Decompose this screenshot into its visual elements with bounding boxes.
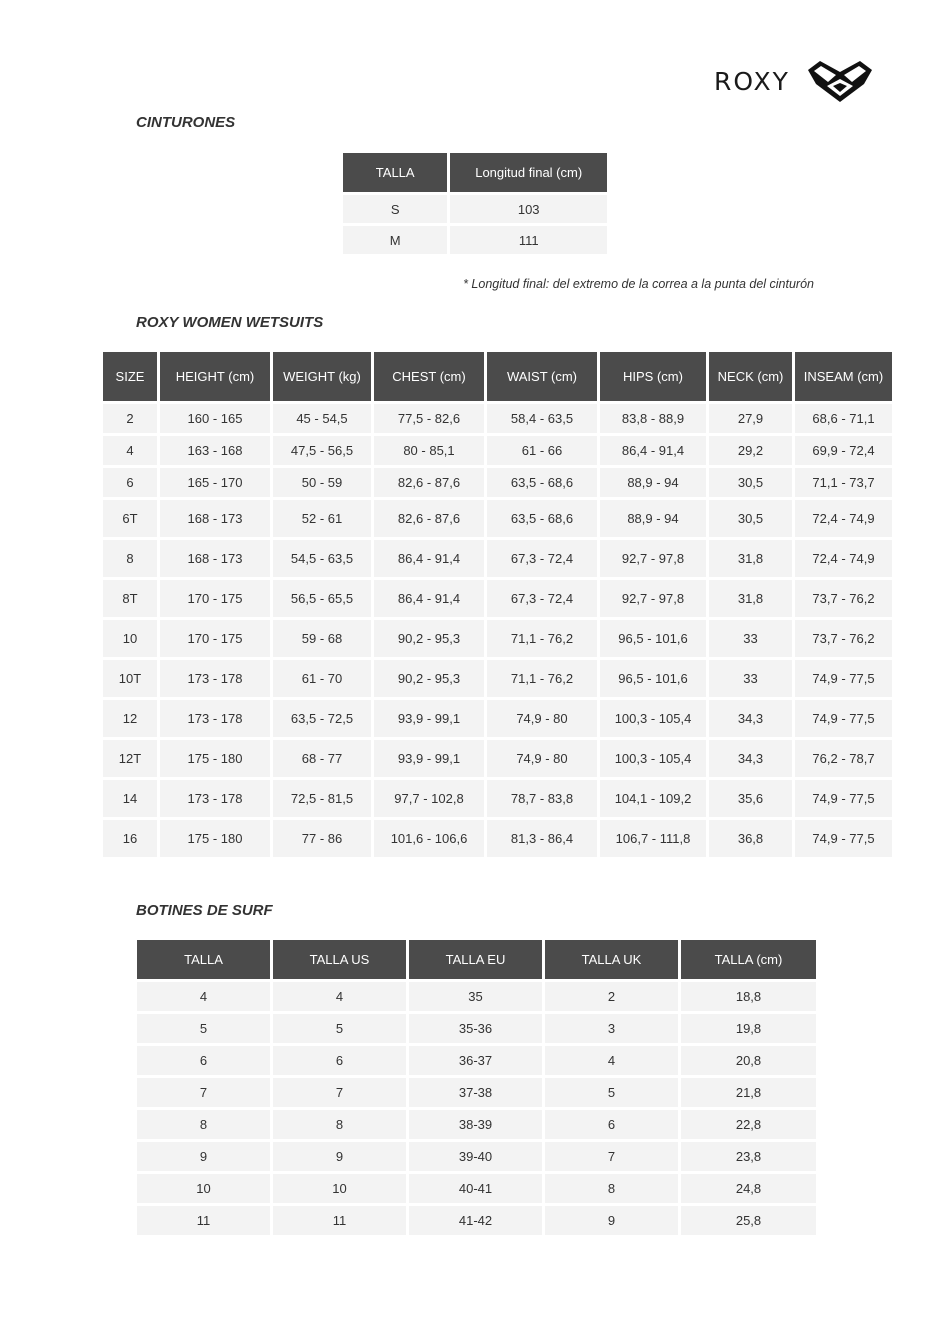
table-row xyxy=(137,1110,816,1139)
brand-name: ROXY xyxy=(714,67,790,96)
table-cell: 81,3 - 86,4 xyxy=(487,820,597,857)
table-cell: 8T xyxy=(103,580,157,617)
heart-logo-icon xyxy=(806,58,874,104)
table-cell: 6 xyxy=(137,1046,270,1075)
table-row xyxy=(103,780,892,817)
column-header: HIPS (cm) xyxy=(600,352,706,401)
table-cell: 50 - 59 xyxy=(273,468,371,497)
table-cell: M xyxy=(343,226,447,254)
table-cell: 77,5 - 82,6 xyxy=(374,404,484,433)
table-cell: 170 - 175 xyxy=(160,580,270,617)
table-cell: 16 xyxy=(103,820,157,857)
table-cell: 74,9 - 77,5 xyxy=(795,820,892,857)
table-cell: 39-40 xyxy=(409,1142,542,1171)
table-row xyxy=(103,620,892,657)
wetsuits-title: ROXY WOMEN WETSUITS xyxy=(136,314,324,331)
table-cell: 10 xyxy=(137,1174,270,1203)
table-cell: 34,3 xyxy=(709,700,792,737)
table-row xyxy=(103,820,892,857)
table-cell: 8 xyxy=(103,540,157,577)
table-row xyxy=(343,195,607,223)
table-cell: 73,7 - 76,2 xyxy=(795,580,892,617)
table-cell: 111 xyxy=(450,226,607,254)
table-cell: 168 - 173 xyxy=(160,500,270,537)
wetsuits-table xyxy=(100,349,895,860)
booties-title: BOTINES DE SURF xyxy=(136,902,273,919)
table-cell: 27,9 xyxy=(709,404,792,433)
roxy-logo xyxy=(714,58,876,106)
table-cell: 8 xyxy=(545,1174,678,1203)
table-row xyxy=(343,226,607,254)
table-cell: 35 xyxy=(409,982,542,1011)
table-cell: 82,6 - 87,6 xyxy=(374,500,484,537)
table-row xyxy=(103,500,892,537)
table-row xyxy=(103,436,892,465)
table-cell: 72,5 - 81,5 xyxy=(273,780,371,817)
table-header-row xyxy=(343,153,607,192)
table-cell: 33 xyxy=(709,620,792,657)
column-header: WEIGHT (kg) xyxy=(273,352,371,401)
table-cell: 21,8 xyxy=(681,1078,816,1107)
column-header: TALLA US xyxy=(273,940,406,979)
table-cell: 6 xyxy=(273,1046,406,1075)
table-row xyxy=(103,700,892,737)
table-cell: 35-36 xyxy=(409,1014,542,1043)
table-cell: 6T xyxy=(103,500,157,537)
table-cell: 103 xyxy=(450,195,607,223)
table-row xyxy=(137,1174,816,1203)
table-cell: 8 xyxy=(137,1110,270,1139)
table-cell: 88,9 - 94 xyxy=(600,468,706,497)
table-cell: 88,9 - 94 xyxy=(600,500,706,537)
table-cell: 83,8 - 88,9 xyxy=(600,404,706,433)
table-cell: 71,1 - 76,2 xyxy=(487,620,597,657)
column-header: Longitud final (cm) xyxy=(450,153,607,192)
table-cell: 97,7 - 102,8 xyxy=(374,780,484,817)
table-row xyxy=(137,982,816,1011)
table-cell: 68 - 77 xyxy=(273,740,371,777)
table-cell: 38-39 xyxy=(409,1110,542,1139)
table-cell: 24,8 xyxy=(681,1174,816,1203)
table-cell: 8 xyxy=(273,1110,406,1139)
table-row xyxy=(137,1046,816,1075)
table-cell: 74,9 - 77,5 xyxy=(795,700,892,737)
table-cell: 68,6 - 71,1 xyxy=(795,404,892,433)
table-cell: 168 - 173 xyxy=(160,540,270,577)
table-cell: 86,4 - 91,4 xyxy=(374,540,484,577)
table-cell: 72,4 - 74,9 xyxy=(795,500,892,537)
table-cell: 160 - 165 xyxy=(160,404,270,433)
table-cell: 20,8 xyxy=(681,1046,816,1075)
table-cell: 61 - 70 xyxy=(273,660,371,697)
table-cell: 41-42 xyxy=(409,1206,542,1235)
column-header: TALLA UK xyxy=(545,940,678,979)
table-cell: 35,6 xyxy=(709,780,792,817)
table-cell: 78,7 - 83,8 xyxy=(487,780,597,817)
table-cell: 106,7 - 111,8 xyxy=(600,820,706,857)
table-cell: 163 - 168 xyxy=(160,436,270,465)
table-cell: 92,7 - 97,8 xyxy=(600,540,706,577)
booties-table xyxy=(134,937,819,1238)
table-cell: 71,1 - 73,7 xyxy=(795,468,892,497)
column-header: WAIST (cm) xyxy=(487,352,597,401)
table-cell: 54,5 - 63,5 xyxy=(273,540,371,577)
table-cell: 175 - 180 xyxy=(160,820,270,857)
table-cell: 4 xyxy=(103,436,157,465)
table-cell: 92,7 - 97,8 xyxy=(600,580,706,617)
column-header: TALLA xyxy=(343,153,447,192)
table-row xyxy=(137,1142,816,1171)
table-cell: 23,8 xyxy=(681,1142,816,1171)
table-cell: 96,5 - 101,6 xyxy=(600,620,706,657)
table-cell: 165 - 170 xyxy=(160,468,270,497)
table-cell: 25,8 xyxy=(681,1206,816,1235)
table-cell: S xyxy=(343,195,447,223)
table-cell: 12T xyxy=(103,740,157,777)
table-header-row xyxy=(103,352,892,401)
table-row xyxy=(103,660,892,697)
table-cell: 3 xyxy=(545,1014,678,1043)
table-cell: 11 xyxy=(273,1206,406,1235)
table-cell: 14 xyxy=(103,780,157,817)
table-cell: 4 xyxy=(137,982,270,1011)
column-header: NECK (cm) xyxy=(709,352,792,401)
table-cell: 52 - 61 xyxy=(273,500,371,537)
table-header-row xyxy=(137,940,816,979)
table-cell: 5 xyxy=(273,1014,406,1043)
table-cell: 45 - 54,5 xyxy=(273,404,371,433)
table-cell: 7 xyxy=(545,1142,678,1171)
table-row xyxy=(103,580,892,617)
table-cell: 80 - 85,1 xyxy=(374,436,484,465)
table-cell: 18,8 xyxy=(681,982,816,1011)
table-cell: 4 xyxy=(273,982,406,1011)
table-cell: 9 xyxy=(273,1142,406,1171)
table-cell: 12 xyxy=(103,700,157,737)
table-cell: 4 xyxy=(545,1046,678,1075)
table-cell: 74,9 - 77,5 xyxy=(795,660,892,697)
table-cell: 63,5 - 72,5 xyxy=(273,700,371,737)
table-cell: 11 xyxy=(137,1206,270,1235)
table-cell: 2 xyxy=(545,982,678,1011)
table-row xyxy=(137,1014,816,1043)
table-row xyxy=(103,540,892,577)
column-header: INSEAM (cm) xyxy=(795,352,892,401)
table-cell: 34,3 xyxy=(709,740,792,777)
table-cell: 5 xyxy=(137,1014,270,1043)
column-header: TALLA EU xyxy=(409,940,542,979)
table-cell: 101,6 - 106,6 xyxy=(374,820,484,857)
table-cell: 72,4 - 74,9 xyxy=(795,540,892,577)
table-cell: 74,9 - 80 xyxy=(487,740,597,777)
table-cell: 170 - 175 xyxy=(160,620,270,657)
table-cell: 47,5 - 56,5 xyxy=(273,436,371,465)
table-cell: 76,2 - 78,7 xyxy=(795,740,892,777)
table-cell: 6 xyxy=(545,1110,678,1139)
table-cell: 56,5 - 65,5 xyxy=(273,580,371,617)
belt-length-note: * Longitud final: del extremo de la correa a la punta del cinturón xyxy=(463,277,814,291)
table-cell: 73,7 - 76,2 xyxy=(795,620,892,657)
table-cell: 30,5 xyxy=(709,500,792,537)
table-cell: 173 - 178 xyxy=(160,660,270,697)
table-cell: 59 - 68 xyxy=(273,620,371,657)
table-cell: 31,8 xyxy=(709,580,792,617)
table-cell: 58,4 - 63,5 xyxy=(487,404,597,433)
table-cell: 93,9 - 99,1 xyxy=(374,700,484,737)
table-cell: 96,5 - 101,6 xyxy=(600,660,706,697)
table-cell: 7 xyxy=(273,1078,406,1107)
table-cell: 7 xyxy=(137,1078,270,1107)
table-cell: 86,4 - 91,4 xyxy=(374,580,484,617)
table-cell: 67,3 - 72,4 xyxy=(487,580,597,617)
table-cell: 33 xyxy=(709,660,792,697)
table-cell: 5 xyxy=(545,1078,678,1107)
belts-table xyxy=(340,150,610,257)
table-cell: 22,8 xyxy=(681,1110,816,1139)
table-cell: 36-37 xyxy=(409,1046,542,1075)
table-cell: 69,9 - 72,4 xyxy=(795,436,892,465)
column-header: CHEST (cm) xyxy=(374,352,484,401)
table-cell: 67,3 - 72,4 xyxy=(487,540,597,577)
table-cell: 63,5 - 68,6 xyxy=(487,468,597,497)
table-row xyxy=(137,1206,816,1235)
table-cell: 74,9 - 80 xyxy=(487,700,597,737)
table-cell: 19,8 xyxy=(681,1014,816,1043)
table-cell: 29,2 xyxy=(709,436,792,465)
table-cell: 37-38 xyxy=(409,1078,542,1107)
table-cell: 63,5 - 68,6 xyxy=(487,500,597,537)
table-cell: 173 - 178 xyxy=(160,700,270,737)
table-cell: 36,8 xyxy=(709,820,792,857)
table-cell: 61 - 66 xyxy=(487,436,597,465)
table-cell: 2 xyxy=(103,404,157,433)
table-cell: 82,6 - 87,6 xyxy=(374,468,484,497)
column-header: HEIGHT (cm) xyxy=(160,352,270,401)
table-cell: 71,1 - 76,2 xyxy=(487,660,597,697)
table-cell: 90,2 - 95,3 xyxy=(374,660,484,697)
table-cell: 74,9 - 77,5 xyxy=(795,780,892,817)
column-header: TALLA (cm) xyxy=(681,940,816,979)
table-row xyxy=(103,468,892,497)
table-cell: 86,4 - 91,4 xyxy=(600,436,706,465)
table-cell: 175 - 180 xyxy=(160,740,270,777)
table-cell: 173 - 178 xyxy=(160,780,270,817)
column-header: TALLA xyxy=(137,940,270,979)
table-cell: 104,1 - 109,2 xyxy=(600,780,706,817)
table-cell: 30,5 xyxy=(709,468,792,497)
table-cell: 9 xyxy=(137,1142,270,1171)
belts-title: CINTURONES xyxy=(136,114,236,131)
table-row xyxy=(103,740,892,777)
table-cell: 100,3 - 105,4 xyxy=(600,700,706,737)
table-cell: 93,9 - 99,1 xyxy=(374,740,484,777)
table-row xyxy=(103,404,892,433)
table-cell: 31,8 xyxy=(709,540,792,577)
table-cell: 100,3 - 105,4 xyxy=(600,740,706,777)
table-cell: 77 - 86 xyxy=(273,820,371,857)
column-header: SIZE xyxy=(103,352,157,401)
table-cell: 90,2 - 95,3 xyxy=(374,620,484,657)
table-cell: 10T xyxy=(103,660,157,697)
table-row xyxy=(137,1078,816,1107)
table-cell: 10 xyxy=(103,620,157,657)
table-cell: 10 xyxy=(273,1174,406,1203)
table-cell: 6 xyxy=(103,468,157,497)
table-cell: 9 xyxy=(545,1206,678,1235)
table-cell: 40-41 xyxy=(409,1174,542,1203)
